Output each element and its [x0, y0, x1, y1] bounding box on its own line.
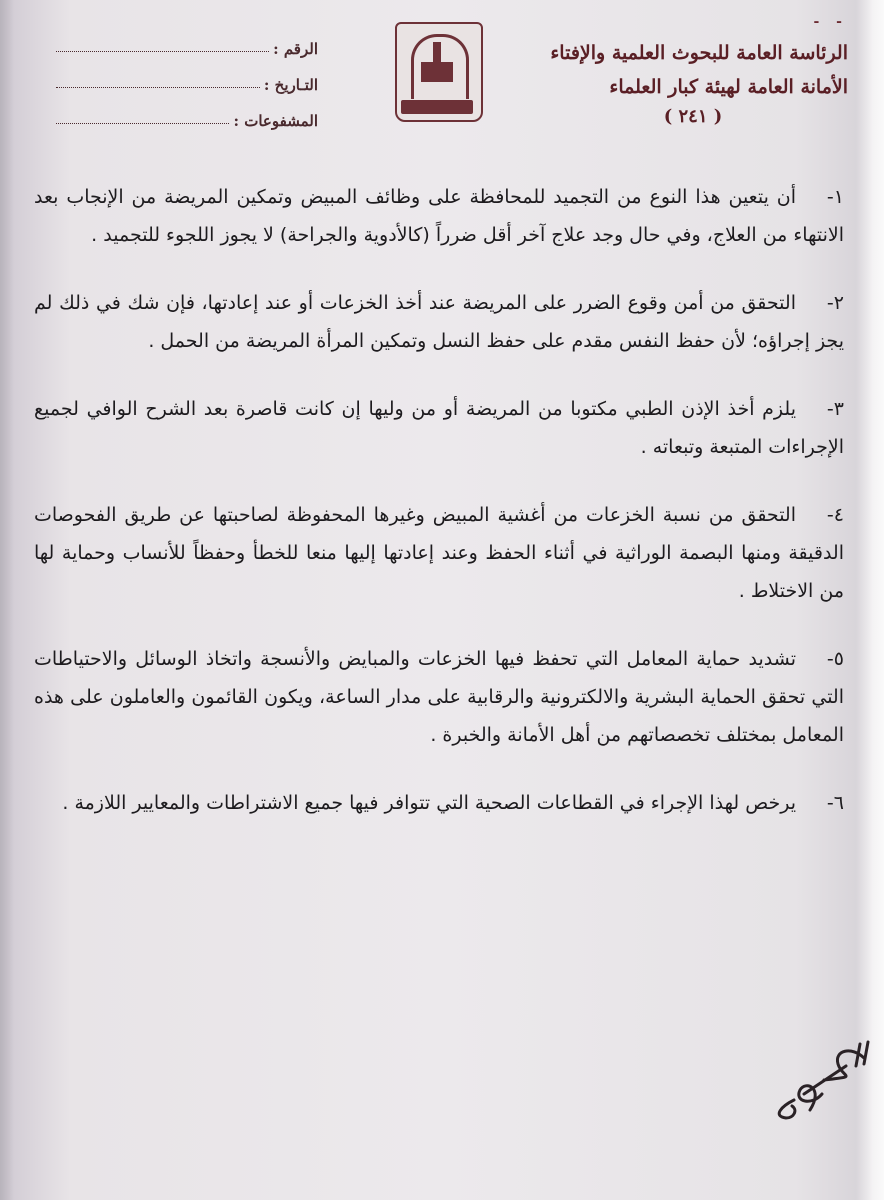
item-number: ٣- — [826, 398, 844, 420]
field-attachments-label: المشفوعات : — [233, 112, 318, 130]
item-text: يلزم أخذ الإذن الطبي مكتوبا من المريضة أو من وليها إن كانت قاصرة بعد الشرح الوافي لجميع الإجراءات المتبعة وتبعاته . — [34, 398, 844, 458]
field-date — [56, 58, 318, 94]
logo-tower — [433, 42, 441, 64]
item-text: يرخص لهذا الإجراء في القطاعات الصحية التي تتوافر فيها جميع الاشتراطات والمعايير اللازمة . — [62, 792, 796, 814]
list-item — [34, 784, 844, 822]
list-item — [34, 178, 844, 254]
conditions-list — [34, 178, 844, 852]
list-item — [34, 640, 844, 754]
list-item — [34, 284, 844, 360]
letterhead-line1: الرئاسة العامة للبحوث العلمية والإفتاء — [550, 42, 848, 64]
letterhead-line2: الأمانة العامة لهيئة كبار العلماء — [609, 76, 848, 98]
item-number: ٢- — [826, 292, 844, 314]
emblem-logo — [395, 22, 483, 122]
handwritten-signature — [764, 1036, 874, 1126]
field-number — [56, 22, 318, 58]
logo-book — [421, 62, 453, 82]
item-text: التحقق من أمن وقوع الضرر على المريضة عند أخذ الخزعات أو عند إعادتها، فإن شك في ذلك لم يجز إجراؤه؛ لأن حفظ النفس مقدم على حفظ النسل وتمكين المرأة المريضة من الحمل . — [34, 292, 844, 352]
reference-number: ( ٢٤١ ) — [663, 106, 723, 127]
logo-band — [401, 100, 473, 114]
field-number-label: الرقم : — [273, 40, 318, 58]
field-date-line — [56, 73, 260, 88]
list-item — [34, 496, 844, 610]
item-text: تشديد حماية المعامل التي تحفظ فيها الخزعات والمبايض والأنسجة واتخاذ الوسائل والاحتياطات التي تحقق الحماية البشرية والالكترونية والرقابية على مدار الساعة، ويكون القائمون والعاملون على هذه المعامل بمختلف تخصصاتهم من أهل الأمانة والخبرة . — [34, 648, 844, 746]
field-attachments — [56, 94, 318, 130]
field-attachments-line — [56, 109, 229, 124]
item-number: ١- — [826, 186, 844, 208]
page-shadow-left — [0, 0, 14, 1200]
item-text: التحقق من نسبة الخزعات من أغشية المبيض وغيرها المحفوظة لصاحبتها عن طريق الفحوصات الدقيقة ومنها البصمة الوراثية في أثناء الحفظ وعند إعادتها إليها منعا للخطأ وحفظاً للأنساب وحماية لها من الاختلاط . — [34, 504, 844, 602]
item-number: ٦- — [826, 792, 844, 814]
field-date-label: التـاريخ : — [263, 76, 318, 94]
item-number: ٤- — [826, 504, 844, 526]
header-fields — [56, 22, 318, 130]
field-number-line — [56, 37, 269, 52]
item-text: أن يتعين هذا النوع من التجميد للمحافظة على وظائف المبيض وتمكين المريضة من الإنجاب بعد الانتهاء من العلاج، وفي حال وجد علاج آخر أقل ضرراً (كالأدوية والجراحة) لا يجوز اللجوء للتجميد . — [34, 186, 844, 246]
letterhead-organization — [518, 14, 848, 130]
item-number: ٥- — [826, 648, 844, 670]
letterhead-top-dash: - - — [813, 14, 848, 30]
list-item — [34, 390, 844, 466]
page-edge-right — [856, 0, 884, 1200]
